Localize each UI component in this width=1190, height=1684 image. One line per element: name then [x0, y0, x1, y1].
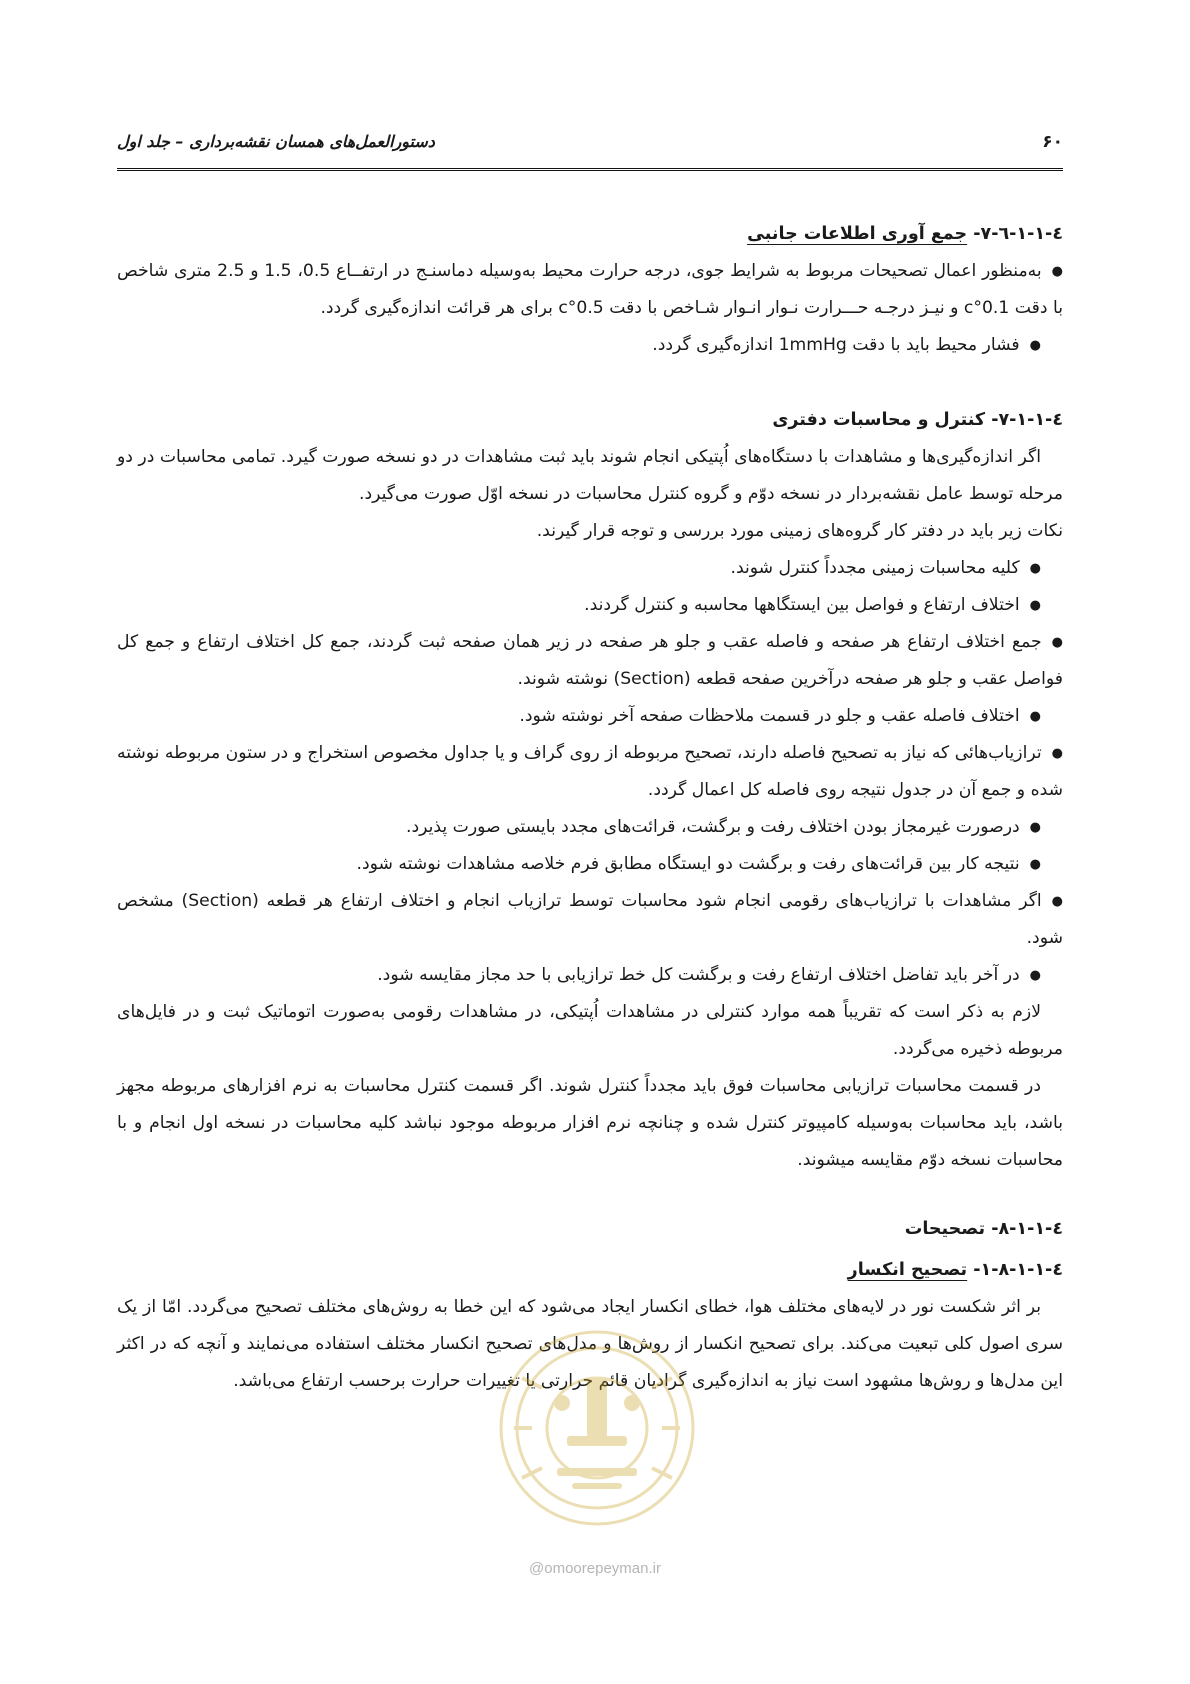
list-item: ●اختلاف ارتفاع و فواصل بین ایستگاهها محاسبه و کنترل گردند. [584, 595, 1041, 615]
list-item: ●فشار محیط باید با دقت 1mmHg اندازه‌گیری گردد. [652, 335, 1041, 355]
document-body [117, 216, 1063, 1400]
paragraph: اگر اندازه‌گیری‌ها و مشاهدات با دستگاه‌های اُپتیکی انجام شوند باید ثبت مشاهدات در دو نسخه صورت گیرد. تمامی محاسبات در دو مرحله توسط عامل نقشه‌بردار در نسخه دوّم و گروه کنترل محاسبات در نسخه اوّل صورت می‌گیرد. [117, 447, 1063, 504]
section-title: کنترل و محاسبات دفتری [772, 410, 986, 430]
paragraph: لازم به ذکر است که تقریباً همه موارد کنترلی در مشاهدات اُپتیکی، در مشاهدات رقومی به‌صورت اتوماتیک ثبت و در فایل‌های مربوطه ذخیره می‌گردد. [117, 1002, 1063, 1059]
paragraph: نکات زیر باید در دفتر کار گروه‌های زمینی مورد بررسی و توجه قرار گیرند. [536, 521, 1063, 541]
bullet-icon: ● [1051, 263, 1063, 279]
page-header [117, 128, 1063, 171]
bullet-icon: ● [1029, 856, 1041, 872]
paragraph: بر اثر شکست نور در لایه‌های مختلف هوا، خطای انکسار ایجاد می‌شود که این خطا به روش‌های مختلف تصحیح می‌گردد. امّا از یک سری اصول کلی تبعیت می‌کند. برای تصحیح انکسار از روش‌ها و مدل‌های تصحیح انکسار مختلف استفاده می‌نمایند و آنچه که در اکثر این مدل‌ها و روش‌ها مشهود است نیاز به اندازه‌گیری گرادیان قائم حرارتی یا تغییرات حرارت برحسب ارتفاع می‌باشد. [117, 1297, 1063, 1391]
section-number: ٤-١-١-٨- [991, 1219, 1063, 1239]
spacer [117, 364, 1063, 402]
section-title: تصحیحات [904, 1219, 986, 1239]
list-item: ●نتیجه کار بین قرائت‌های رفت و برگشت دو ایستگاه مطابق فرم خلاصه مشاهدات نوشته شود. [356, 854, 1041, 874]
section-heading [117, 1211, 1063, 1248]
section-number: ٤-١-١-٦-٧- [973, 224, 1063, 244]
bullet-icon: ● [1029, 560, 1041, 576]
list-item: ●اختلاف فاصله عقب و جلو در قسمت ملاحظات صفحه آخر نوشته شود. [519, 706, 1041, 726]
bullet-icon: ● [1051, 634, 1063, 650]
section-number: ٤-١-١-٨-١- [973, 1260, 1063, 1280]
section-heading [117, 216, 1063, 253]
bullet-icon: ● [1051, 745, 1063, 761]
spacer [117, 1179, 1063, 1211]
running-title: دستورالعمل‌های همسان نقشه‌برداری – جلد اول [117, 132, 435, 151]
bullet-icon: ● [1051, 893, 1063, 909]
list-item: ●جمع اختلاف ارتفاع هر صفحه و فاصله عقب و جلو هر صفحه در زیر همان صفحه ثبت گردند، جمع کل اختلاف ارتفاع و جمع کل فواصل عقب و جلو هر صفحه درآخرین صفحه قطعه (Section) نوشته شوند. [117, 632, 1063, 689]
section-heading [117, 1252, 1063, 1289]
bullet-icon: ● [1029, 337, 1041, 353]
paragraph: در قسمت محاسبات ترازیابی محاسبات فوق باید مجدداً کنترل شوند. اگر قسمت کنترل محاسبات به نرم افزارهای مربوطه مجهز باشد، باید محاسبات به‌وسیله کامپیوتر کنترل شده و چنانچه نرم افزار مربوطه موجود نباشد کلیه محاسبات در نسخه اول انجام و با محاسبات نسخه دوّم مقایسه میشوند. [117, 1076, 1063, 1170]
page-number: ۶۰ [1042, 132, 1063, 152]
bullet-icon: ● [1029, 708, 1041, 724]
watermark-url: @omoorepeyman.ir [529, 1560, 661, 1577]
list-item: ●ترازیاب‌هائی که نیاز به تصحیح فاصله دارند، تصحیح مربوطه از روی گراف و یا جداول مخصوص استخراج و در ستون مربوطه نوشته شده و جمع آن در جدول نتیجه روی فاصله کل اعمال گردد. [117, 743, 1063, 800]
section-number: ٤-١-١-٧- [991, 410, 1063, 430]
list-item: ●اگر مشاهدات با ترازیاب‌های رقومی انجام شود محاسبات توسط ترازیاب انجام و اختلاف ارتفاع هر قطعه (Section) مشخص شود. [117, 891, 1063, 948]
list-item: ●در آخر باید تفاضل اختلاف ارتفاع رفت و برگشت کل خط ترازیابی با حد مجاز مقایسه شود. [377, 965, 1041, 985]
section-title: جمع آوری اطلاعات جانبی [747, 224, 968, 244]
section-heading [117, 402, 1063, 439]
list-item: ●کلیه محاسبات زمینی مجدداً کنترل شوند. [730, 558, 1041, 578]
list-item: ●به‌منظور اعمال تصحیحات مربوط به شرایط جوی، درجه حرارت محیط به‌وسیله دماسنـج در ارتفــاع 0.5، 1.5 و 2.5 متری شاخص با دقت 0.1°c و نیـز درجـه حـــرارت نـوار انـوار شـاخص با دقت 0.5°c برای هر قرائت اندازه‌گیری گردد. [117, 261, 1063, 318]
bullet-icon: ● [1029, 597, 1041, 613]
bullet-icon: ● [1029, 819, 1041, 835]
section-title: تصحیح انکسار [847, 1260, 968, 1280]
bullet-icon: ● [1029, 967, 1041, 983]
list-item: ●درصورت غیرمجاز بودن اختلاف رفت و برگشت، قرائت‌های مجدد بایستی صورت پذیرد. [406, 817, 1041, 837]
